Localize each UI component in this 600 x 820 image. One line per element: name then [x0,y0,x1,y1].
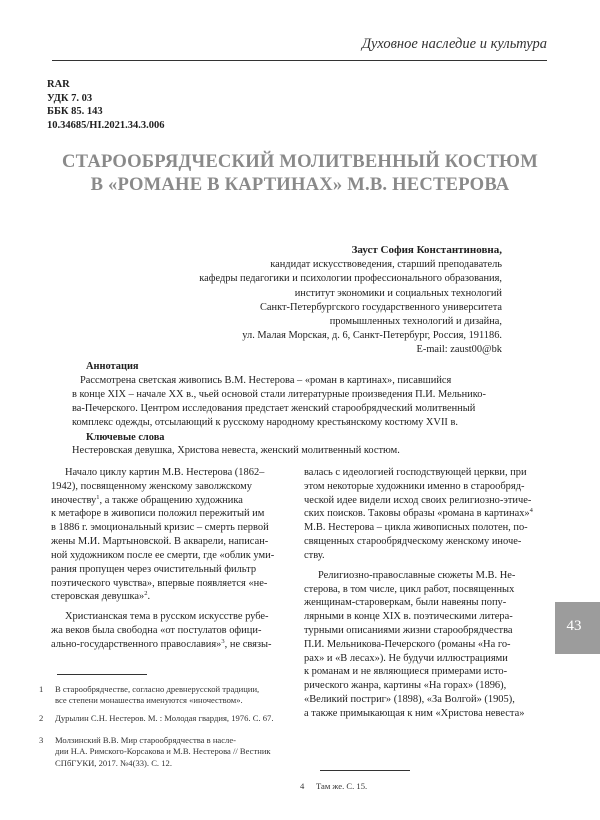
udk-code: УДК 7. 03 [47,92,93,104]
text-line: ной художником после ее смерти, где «облик уми- [51,549,275,561]
text-line: турными описаниями жизни старообрядчества [304,624,513,636]
author-line: кандидат искусствоведения, старший преподаватель [270,259,502,271]
doi: 10.34685/HI.2021.34.3.006 [47,119,165,131]
footnote-number: 1 [39,684,44,694]
abstract-text [72,374,520,430]
author-name: Зауст София Константиновна, [351,244,502,256]
footnote-1 [39,684,309,707]
text-line: к романам и не являющиеся примерами исто- [304,666,508,678]
running-header [52,34,547,61]
text-line: Христианская тема в русском искусстве рубе- [65,611,269,623]
text-line: ству. [304,549,325,561]
footnote-ref: 3 [221,637,225,645]
title-line-1: СТАРООБРЯДЧЕСКИЙ МОЛИТВЕННЫЙ КОСТЮМ [62,151,538,172]
title-line-2: В «РОМАНЕ В КАРТИНАХ» М.В. НЕСТЕРОВА [90,174,510,195]
keywords-text: Нестеровская девушка, Христова невеста, женский молитвенный костюм. [72,445,400,457]
abstract-line: в конце XIX – начале XX в., чьей основой стали литературные произведения П.И. Мельнико- [72,388,486,400]
body-column-left [51,466,294,652]
footnote-line: СПбГУКИ, 2017. №4(33). С. 12. [55,757,172,768]
text-line: Религиозно-православные сюжеты М.В. Не- [318,569,516,581]
text-line: 1942), посвященному женскому заволжскому [51,480,253,492]
abstract-block [72,360,520,458]
footnote-number: 2 [39,713,44,723]
text-line: священных старообрядческому женскому иноче- [304,536,522,548]
footnote-ref: 2 [144,590,148,598]
body-column-right [304,466,548,721]
bbk-code: ББК 85. 143 [47,106,103,118]
author-line: ул. Малая Морская, д. 6, Санкт-Петербург, Россия, 191186. [242,330,502,342]
text-line: стеровская девушка»$^2$. [51,590,151,603]
footnote-line: Там же. С. 15. [316,781,368,791]
text-line: П.И. Мельникова-Печерского (романы «На го- [304,638,511,650]
journal-section-title: Духовное наследие и культура [361,36,547,52]
text-line: Начало циклу картин М.В. Нестерова (1862– [65,467,265,478]
text-line: жа веков была свободна «от постулатов офици- [51,624,262,636]
footnote-line: дии Н.А. Римского-Корсакова и М.В. Нестерова // Вестник [55,746,271,757]
footnote-number: 3 [39,735,44,745]
text-line: стерова, в том числе, цикл работ, посвященных [304,583,515,595]
footnote-4 [300,781,540,792]
footnote-line: Молзинский В.В. Мир старообрядчества в насле- [55,735,237,745]
text-line: валась с идеологией господствующей церкви, при [304,467,527,478]
abstract-line: Рассмотрена светская живопись В.М. Нестерова – «роман в картинах», писавшийся [80,374,452,386]
text-line: лярными в конце XIX в. поэтическими литера- [304,611,513,623]
text-line: к метафоре в живописи положил пережитый им [51,508,265,520]
author-email: E-mail: zaust00@bk [416,344,502,356]
article-metadata [47,78,165,132]
text-line: поэтического чувства», впервые появляется «не- [51,577,268,589]
footnote-line: В старообрядчестве, согласно древнерусской традиции, [55,684,260,694]
footnote-line: все степени монашества именуются «иночеством». [55,695,243,706]
page-number-tab [555,602,600,654]
text-line: а также примыкающая к ним «Христова невеста» [304,707,525,719]
footnote-line: Дурылин С.Н. Нестеров. М. : Молодая гвардия, 1976. С. 67. [55,713,274,723]
footnote-separator-left [57,674,147,675]
text-line: «Великий постриг» (1898), «За Волгой» (1905), [304,694,515,705]
text-line: иночеству$^1$, а также обращению художника [51,493,243,506]
text-line: в 1886 г. эмоциональный кризис – смерть первой [51,522,269,534]
author-block [82,243,502,358]
footnote-separator-right [320,770,410,771]
footnote-number: 4 [300,781,305,791]
abstract-heading: Аннотация [86,361,139,372]
footnote-2 [39,713,309,724]
page-number: 43 [566,618,582,634]
footnote-3 [39,735,309,769]
rar-label: RAR [47,79,70,90]
text-line: М.В. Нестерова – цикла живописных полотен, по- [304,522,528,534]
text-line: рах» и «В лесах»). Не будучи иллюстрациями [304,652,508,664]
author-line: промышленных технологий и дизайна, [329,316,502,328]
text-line: рического жанра, картины «На горах» (1896), [304,680,507,692]
footnote-ref: 1 [96,493,100,501]
text-line: ально-государственного православия»$^3$, не связы- [51,637,272,650]
abstract-line: комплекс одежды, отсылающий к русскому народному крестьянскому костюму XVII в. [72,416,458,428]
text-line: этом некоторые художники именно в старообряд- [304,480,525,492]
text-line: ческой идее видели исход своих религиозно-этиче- [304,494,532,506]
author-line: кафедры педагогики и психологии профессионального образования, [199,273,502,285]
author-line: Санкт-Петербургского государственного университета [259,301,502,313]
text-line: рания пропущен через очистительный фильтр [51,563,257,575]
keywords-heading: Ключевые слова [86,431,165,443]
text-line: жены М.И. Мартыновской. В акварели, написан- [51,536,269,548]
abstract-line: ва-Печерского. Центром исследования предстает женский старообрядческий молитвенный [72,402,476,414]
text-line: женщинам-староверкам, были навеяны попу- [304,597,507,609]
author-line: институт экономики и социальных технологий [294,287,502,299]
footnote-ref: 4 [529,507,533,515]
article-title [0,150,600,196]
text-line: ских поисков. Таковы образы «романа в картинах»$^4$ [304,507,533,520]
